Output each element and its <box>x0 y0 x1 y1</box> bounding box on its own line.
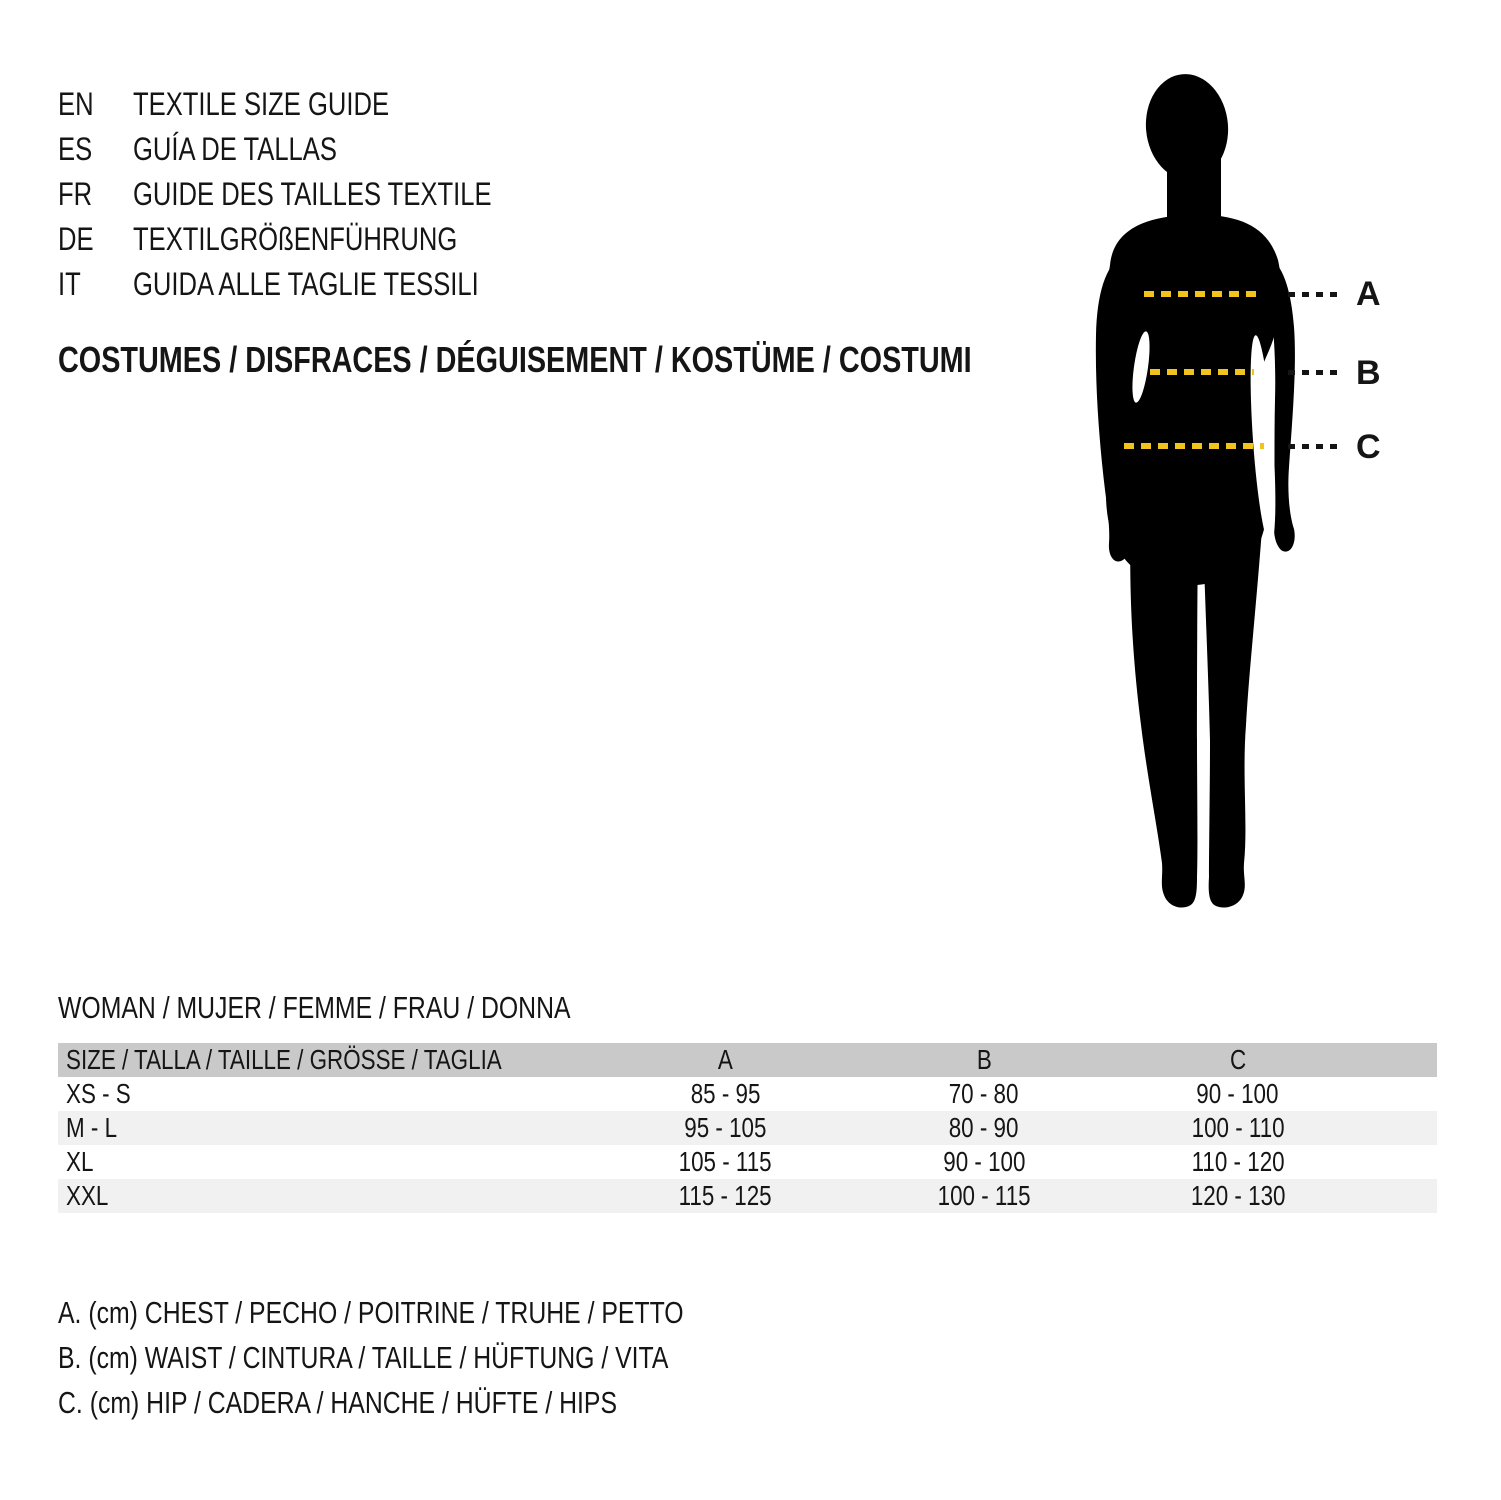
marker-label-a: A <box>1356 275 1381 313</box>
col-b-label: B <box>976 1044 992 1075</box>
chest-cell: 95 - 105 <box>684 1112 767 1143</box>
chest-cell: 85 - 95 <box>690 1078 761 1109</box>
lang-row-en <box>58 82 581 127</box>
col-c-label: C <box>1229 1044 1246 1075</box>
lang-row-fr <box>58 172 581 217</box>
waist-dashed-line <box>1150 369 1254 375</box>
lang-title: GUÍA DE TALLAS <box>133 131 337 167</box>
waist-cell: 70 - 80 <box>949 1078 1019 1109</box>
waist-cell: 80 - 90 <box>949 1112 1019 1143</box>
hip-cell: 120 - 130 <box>1190 1180 1286 1211</box>
measurement-legend <box>58 1290 840 1425</box>
chest-cell: 115 - 125 <box>678 1180 772 1211</box>
legend-waist: B. (cm) WAIST / CINTURA / TAILLE / HÜFTUNG / VITA <box>58 1340 669 1375</box>
size-cell: M - L <box>66 1112 118 1143</box>
waist-cell: 90 - 100 <box>942 1146 1026 1177</box>
hip-cell: 90 - 100 <box>1196 1078 1279 1109</box>
chest-dashed-line <box>1144 291 1256 297</box>
legend-hip: C. (cm) HIP / CADERA / HANCHE / HÜFTE / HIPS <box>58 1385 617 1420</box>
marker-label-b: B <box>1356 354 1381 392</box>
table-row-xxl <box>58 1179 1437 1213</box>
lang-code: EN <box>58 86 94 122</box>
hip-leader-line <box>1288 444 1340 449</box>
chest-cell: 105 - 115 <box>678 1146 772 1177</box>
legend-chest: A. (cm) CHEST / PECHO / POITRINE / TRUHE / PETTO <box>58 1295 684 1330</box>
lang-title: TEXTILE SIZE GUIDE <box>133 86 390 122</box>
size-table <box>58 1043 1437 1213</box>
waist-cell: 100 - 115 <box>937 1180 1031 1211</box>
size-cell: XL <box>66 1146 94 1177</box>
lang-title: TEXTILGRÖßENFÜHRUNG <box>133 221 458 257</box>
woman-silhouette-figure <box>1085 65 1315 920</box>
lang-row-es <box>58 127 581 172</box>
col-a-label: A <box>717 1044 733 1075</box>
table-row-m-l <box>58 1111 1437 1145</box>
size-cell: XXL <box>66 1180 109 1211</box>
lang-code: IT <box>58 266 81 302</box>
lang-title: GUIDE DES TAILLES TEXTILE <box>133 176 492 212</box>
col-size-label: SIZE / TALLA / TAILLE / GRÖSSE / TAGLIA <box>66 1044 502 1075</box>
marker-label-c: C <box>1356 428 1381 466</box>
hip-dashed-line <box>1124 443 1264 449</box>
hip-cell: 110 - 120 <box>1191 1146 1285 1177</box>
category-line: COSTUMES / DISFRACES / DÉGUISEMENT / KOSTÜME / COSTUMI <box>58 339 972 380</box>
lang-row-de <box>58 217 581 262</box>
hip-cell: 100 - 110 <box>1191 1112 1285 1143</box>
waist-leader-line <box>1288 370 1340 375</box>
language-title-list <box>58 82 581 307</box>
table-section-title: WOMAN / MUJER / FEMME / FRAU / DONNA <box>58 990 571 1025</box>
lang-row-it <box>58 262 581 307</box>
table-row-xl <box>58 1145 1437 1179</box>
size-table-header-row <box>58 1043 1437 1077</box>
lang-code: DE <box>58 221 94 257</box>
size-cell: XS - S <box>66 1078 131 1109</box>
lang-code: FR <box>58 176 93 212</box>
lang-title: GUIDA ALLE TAGLIE TESSILI <box>133 266 479 302</box>
table-row-xs-s <box>58 1077 1437 1111</box>
chest-leader-line <box>1288 292 1340 297</box>
lang-code: ES <box>58 131 93 167</box>
